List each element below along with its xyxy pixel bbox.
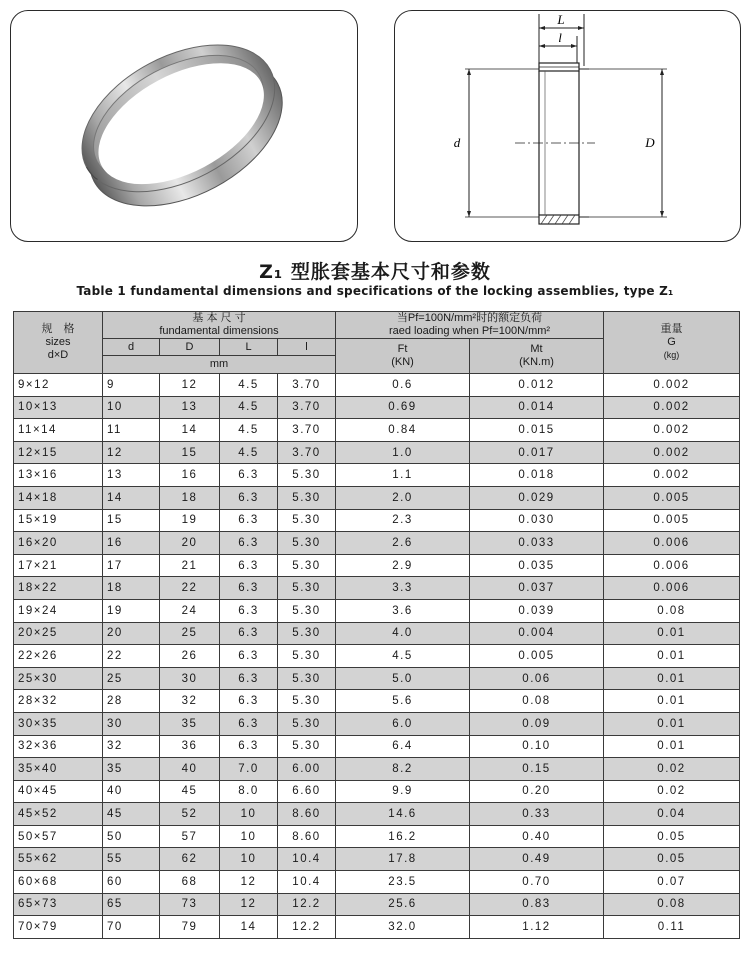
header-mt	[470, 339, 604, 374]
cell-ft: 17.8	[336, 848, 470, 871]
table-row	[14, 735, 740, 758]
cell-ft: 8.2	[336, 758, 470, 781]
cell-weight: 0.01	[604, 712, 740, 735]
header-weight-cn: 重量	[660, 323, 683, 335]
cell-d: 19	[103, 599, 160, 622]
cell-D: 79	[160, 916, 220, 939]
header-L: L	[220, 339, 278, 356]
cell-size: 50×57	[14, 825, 103, 848]
table-row	[14, 486, 740, 509]
cell-d: 22	[103, 645, 160, 668]
cell-d: 32	[103, 735, 160, 758]
header-rated-load-cn: 当Pf=100N/mm²时的额定负荷	[396, 312, 543, 324]
cell-l: 5.30	[278, 532, 336, 555]
cell-ft: 0.69	[336, 396, 470, 419]
cell-D: 45	[160, 780, 220, 803]
cell-size: 70×79	[14, 916, 103, 939]
cell-mt: 0.06	[470, 667, 604, 690]
cell-ft: 2.3	[336, 509, 470, 532]
cell-mt: 0.004	[470, 622, 604, 645]
table-title-chinese: Z₁ 型胀套基本尺寸和参数	[259, 261, 491, 283]
cell-l: 3.70	[278, 396, 336, 419]
cell-weight: 0.08	[604, 893, 740, 916]
cell-d: 17	[103, 554, 160, 577]
cell-size: 25×30	[14, 667, 103, 690]
cell-weight: 0.05	[604, 848, 740, 871]
cell-D: 52	[160, 803, 220, 826]
cell-D: 26	[160, 645, 220, 668]
table-row	[14, 396, 740, 419]
header-sizes-sub: d×D	[47, 349, 69, 361]
cell-d: 9	[103, 374, 160, 397]
cell-L: 6.3	[220, 690, 278, 713]
cell-ft: 9.9	[336, 780, 470, 803]
table-row	[14, 893, 740, 916]
cell-L: 6.3	[220, 622, 278, 645]
cell-size: 14×18	[14, 486, 103, 509]
header-ft-unit: (KN)	[391, 356, 414, 368]
cell-d: 40	[103, 780, 160, 803]
cell-ft: 6.0	[336, 712, 470, 735]
table-row	[14, 712, 740, 735]
cell-l: 3.70	[278, 441, 336, 464]
cell-weight: 0.02	[604, 758, 740, 781]
cell-l: 8.60	[278, 825, 336, 848]
cell-L: 6.3	[220, 554, 278, 577]
cell-L: 6.3	[220, 735, 278, 758]
cell-size: 45×52	[14, 803, 103, 826]
cell-weight: 0.005	[604, 486, 740, 509]
cell-d: 18	[103, 577, 160, 600]
cell-D: 19	[160, 509, 220, 532]
cell-l: 5.30	[278, 667, 336, 690]
header-dimensions-en: fundamental dimensions	[159, 325, 279, 337]
cell-size: 11×14	[14, 419, 103, 442]
table-row	[14, 871, 740, 894]
cell-mt: 0.10	[470, 735, 604, 758]
cell-size: 10×13	[14, 396, 103, 419]
table-row	[14, 419, 740, 442]
cell-weight: 0.002	[604, 396, 740, 419]
table-row	[14, 441, 740, 464]
header-ft-label: Ft	[397, 343, 408, 355]
cell-mt: 0.018	[470, 464, 604, 487]
cell-L: 10	[220, 803, 278, 826]
cell-ft: 2.9	[336, 554, 470, 577]
locking-ring-photo	[11, 11, 357, 241]
cell-mt: 0.005	[470, 645, 604, 668]
cell-mt: 0.49	[470, 848, 604, 871]
header-weight	[604, 312, 740, 374]
cell-mt: 0.20	[470, 780, 604, 803]
cell-mt: 0.037	[470, 577, 604, 600]
table-row	[14, 577, 740, 600]
cell-weight: 0.11	[604, 916, 740, 939]
cell-ft: 32.0	[336, 916, 470, 939]
cell-ft: 3.3	[336, 577, 470, 600]
cell-L: 6.3	[220, 599, 278, 622]
cell-D: 13	[160, 396, 220, 419]
table-row	[14, 848, 740, 871]
cell-size: 22×26	[14, 645, 103, 668]
header-dimensions	[103, 312, 336, 339]
header-weight-unit: (kg)	[663, 350, 680, 360]
cell-weight: 0.002	[604, 419, 740, 442]
table-row	[14, 758, 740, 781]
cell-D: 12	[160, 374, 220, 397]
cell-D: 16	[160, 464, 220, 487]
cell-weight: 0.01	[604, 690, 740, 713]
cell-L: 6.3	[220, 486, 278, 509]
cell-ft: 0.6	[336, 374, 470, 397]
table-row	[14, 509, 740, 532]
cell-ft: 25.6	[336, 893, 470, 916]
cell-D: 35	[160, 712, 220, 735]
cell-d: 20	[103, 622, 160, 645]
cell-ft: 5.6	[336, 690, 470, 713]
cell-L: 7.0	[220, 758, 278, 781]
cell-l: 5.30	[278, 690, 336, 713]
cell-mt: 0.09	[470, 712, 604, 735]
cell-L: 4.5	[220, 419, 278, 442]
table-row	[14, 916, 740, 939]
cell-d: 30	[103, 712, 160, 735]
cell-D: 32	[160, 690, 220, 713]
cell-size: 18×22	[14, 577, 103, 600]
dimension-label-l: l	[558, 30, 562, 45]
cell-L: 4.5	[220, 374, 278, 397]
cell-weight: 0.04	[604, 803, 740, 826]
header-weight-symbol: G	[667, 336, 676, 348]
table-row	[14, 554, 740, 577]
cell-size: 9×12	[14, 374, 103, 397]
cell-weight: 0.01	[604, 622, 740, 645]
cell-mt: 0.033	[470, 532, 604, 555]
cell-l: 10.4	[278, 871, 336, 894]
cell-L: 6.3	[220, 645, 278, 668]
cell-d: 60	[103, 871, 160, 894]
cell-D: 30	[160, 667, 220, 690]
technical-drawing-panel	[394, 10, 741, 242]
cell-size: 20×25	[14, 622, 103, 645]
cell-D: 62	[160, 848, 220, 871]
cell-d: 65	[103, 893, 160, 916]
cell-D: 18	[160, 486, 220, 509]
cell-ft: 14.6	[336, 803, 470, 826]
cell-size: 13×16	[14, 464, 103, 487]
header-rated-load-en: raed loading when Pf=100N/mm²	[388, 325, 551, 337]
cell-weight: 0.08	[604, 599, 740, 622]
cell-l: 3.70	[278, 419, 336, 442]
cell-D: 57	[160, 825, 220, 848]
cell-l: 12.2	[278, 916, 336, 939]
cell-ft: 6.4	[336, 735, 470, 758]
header-sizes	[14, 312, 103, 374]
cell-d: 14	[103, 486, 160, 509]
table-row	[14, 825, 740, 848]
cell-weight: 0.01	[604, 735, 740, 758]
cell-size: 35×40	[14, 758, 103, 781]
dimension-label-L: L	[557, 12, 565, 27]
table-row	[14, 645, 740, 668]
cell-l: 10.4	[278, 848, 336, 871]
header-rated-load	[336, 312, 604, 339]
cell-l: 5.30	[278, 577, 336, 600]
cell-size: 32×36	[14, 735, 103, 758]
cell-D: 14	[160, 419, 220, 442]
cell-weight: 0.002	[604, 464, 740, 487]
cell-l: 3.70	[278, 374, 336, 397]
cell-mt: 0.08	[470, 690, 604, 713]
cell-ft: 2.0	[336, 486, 470, 509]
cell-d: 13	[103, 464, 160, 487]
cell-weight: 0.006	[604, 532, 740, 555]
cell-d: 28	[103, 690, 160, 713]
cell-weight: 0.05	[604, 825, 740, 848]
cell-D: 40	[160, 758, 220, 781]
cell-D: 36	[160, 735, 220, 758]
cell-size: 16×20	[14, 532, 103, 555]
table-row	[14, 780, 740, 803]
cell-weight: 0.005	[604, 509, 740, 532]
cell-mt: 0.035	[470, 554, 604, 577]
table-title-english: Table 1 fundamental dimensions and specifications of the locking assemblies, type Z₁	[76, 284, 674, 298]
cell-mt: 0.029	[470, 486, 604, 509]
cell-L: 6.3	[220, 577, 278, 600]
table-row	[14, 690, 740, 713]
cell-ft: 1.0	[336, 441, 470, 464]
cell-mt: 0.15	[470, 758, 604, 781]
cell-size: 40×45	[14, 780, 103, 803]
cell-size: 60×68	[14, 871, 103, 894]
cell-ft: 16.2	[336, 825, 470, 848]
cell-ft: 23.5	[336, 871, 470, 894]
header-D: D	[160, 339, 220, 356]
product-photo-panel	[10, 10, 358, 242]
cell-L: 6.3	[220, 712, 278, 735]
cell-l: 8.60	[278, 803, 336, 826]
cell-D: 15	[160, 441, 220, 464]
cell-mt: 0.017	[470, 441, 604, 464]
header-ft	[336, 339, 470, 374]
header-unit-mm: mm	[103, 356, 336, 374]
cell-L: 6.3	[220, 464, 278, 487]
cell-mt: 0.030	[470, 509, 604, 532]
cell-l: 5.30	[278, 554, 336, 577]
table-row	[14, 374, 740, 397]
cell-l: 5.30	[278, 464, 336, 487]
table-row	[14, 622, 740, 645]
cell-l: 5.30	[278, 486, 336, 509]
header-d: d	[103, 339, 160, 356]
cell-L: 10	[220, 848, 278, 871]
cell-weight: 0.002	[604, 441, 740, 464]
cell-weight: 0.002	[604, 374, 740, 397]
cell-d: 16	[103, 532, 160, 555]
cell-l: 5.30	[278, 712, 336, 735]
dimension-label-D: D	[645, 135, 655, 150]
cell-mt: 0.039	[470, 599, 604, 622]
cell-L: 4.5	[220, 441, 278, 464]
cell-size: 15×19	[14, 509, 103, 532]
cell-d: 15	[103, 509, 160, 532]
cell-l: 12.2	[278, 893, 336, 916]
cell-ft: 2.6	[336, 532, 470, 555]
cell-ft: 3.6	[336, 599, 470, 622]
cell-mt: 0.014	[470, 396, 604, 419]
cell-size: 65×73	[14, 893, 103, 916]
cell-L: 14	[220, 916, 278, 939]
cell-size: 28×32	[14, 690, 103, 713]
cell-mt: 0.40	[470, 825, 604, 848]
cell-D: 68	[160, 871, 220, 894]
cell-L: 6.3	[220, 532, 278, 555]
cell-mt: 0.33	[470, 803, 604, 826]
cell-size: 30×35	[14, 712, 103, 735]
cell-L: 4.5	[220, 396, 278, 419]
cell-size: 12×15	[14, 441, 103, 464]
cell-d: 12	[103, 441, 160, 464]
cell-weight: 0.006	[604, 577, 740, 600]
cell-d: 55	[103, 848, 160, 871]
cell-ft: 5.0	[336, 667, 470, 690]
cell-l: 5.30	[278, 645, 336, 668]
cell-L: 6.3	[220, 509, 278, 532]
cell-weight: 0.07	[604, 871, 740, 894]
cross-section-drawing	[395, 11, 740, 241]
cell-d: 45	[103, 803, 160, 826]
cell-mt: 0.015	[470, 419, 604, 442]
cell-weight: 0.02	[604, 780, 740, 803]
cell-l: 6.00	[278, 758, 336, 781]
cell-l: 6.60	[278, 780, 336, 803]
cell-mt: 0.70	[470, 871, 604, 894]
cell-ft: 0.84	[336, 419, 470, 442]
cell-d: 35	[103, 758, 160, 781]
cell-d: 70	[103, 916, 160, 939]
cell-D: 20	[160, 532, 220, 555]
cell-l: 5.30	[278, 509, 336, 532]
table-row	[14, 667, 740, 690]
header-dimensions-cn: 基 本 尺 寸	[192, 312, 246, 324]
header-mt-label: Mt	[530, 343, 543, 355]
header-l: l	[278, 339, 336, 356]
cell-D: 22	[160, 577, 220, 600]
cell-d: 25	[103, 667, 160, 690]
cell-ft: 1.1	[336, 464, 470, 487]
cell-L: 12	[220, 893, 278, 916]
header-mt-unit: (KN.m)	[519, 356, 554, 368]
cell-l: 5.30	[278, 622, 336, 645]
cell-weight: 0.006	[604, 554, 740, 577]
cell-L: 12	[220, 871, 278, 894]
cell-size: 19×24	[14, 599, 103, 622]
cell-D: 24	[160, 599, 220, 622]
cell-mt: 1.12	[470, 916, 604, 939]
cell-size: 17×21	[14, 554, 103, 577]
cell-L: 6.3	[220, 667, 278, 690]
table-row	[14, 599, 740, 622]
cell-ft: 4.0	[336, 622, 470, 645]
cell-mt: 0.012	[470, 374, 604, 397]
cell-d: 50	[103, 825, 160, 848]
table-row	[14, 464, 740, 487]
cell-d: 10	[103, 396, 160, 419]
cell-L: 8.0	[220, 780, 278, 803]
cell-l: 5.30	[278, 735, 336, 758]
cell-l: 5.30	[278, 599, 336, 622]
cell-d: 11	[103, 419, 160, 442]
header-sizes-cn: 规 格	[41, 323, 75, 335]
cell-D: 21	[160, 554, 220, 577]
cell-D: 73	[160, 893, 220, 916]
cell-L: 10	[220, 825, 278, 848]
cell-size: 55×62	[14, 848, 103, 871]
dimensions-table	[13, 311, 740, 939]
cell-D: 25	[160, 622, 220, 645]
cell-weight: 0.01	[604, 667, 740, 690]
table-row	[14, 532, 740, 555]
dimension-label-d: d	[453, 135, 461, 150]
cell-weight: 0.01	[604, 645, 740, 668]
header-sizes-en: sizes	[45, 336, 71, 348]
cell-ft: 4.5	[336, 645, 470, 668]
cell-mt: 0.83	[470, 893, 604, 916]
table-body	[14, 374, 740, 939]
table-row	[14, 803, 740, 826]
